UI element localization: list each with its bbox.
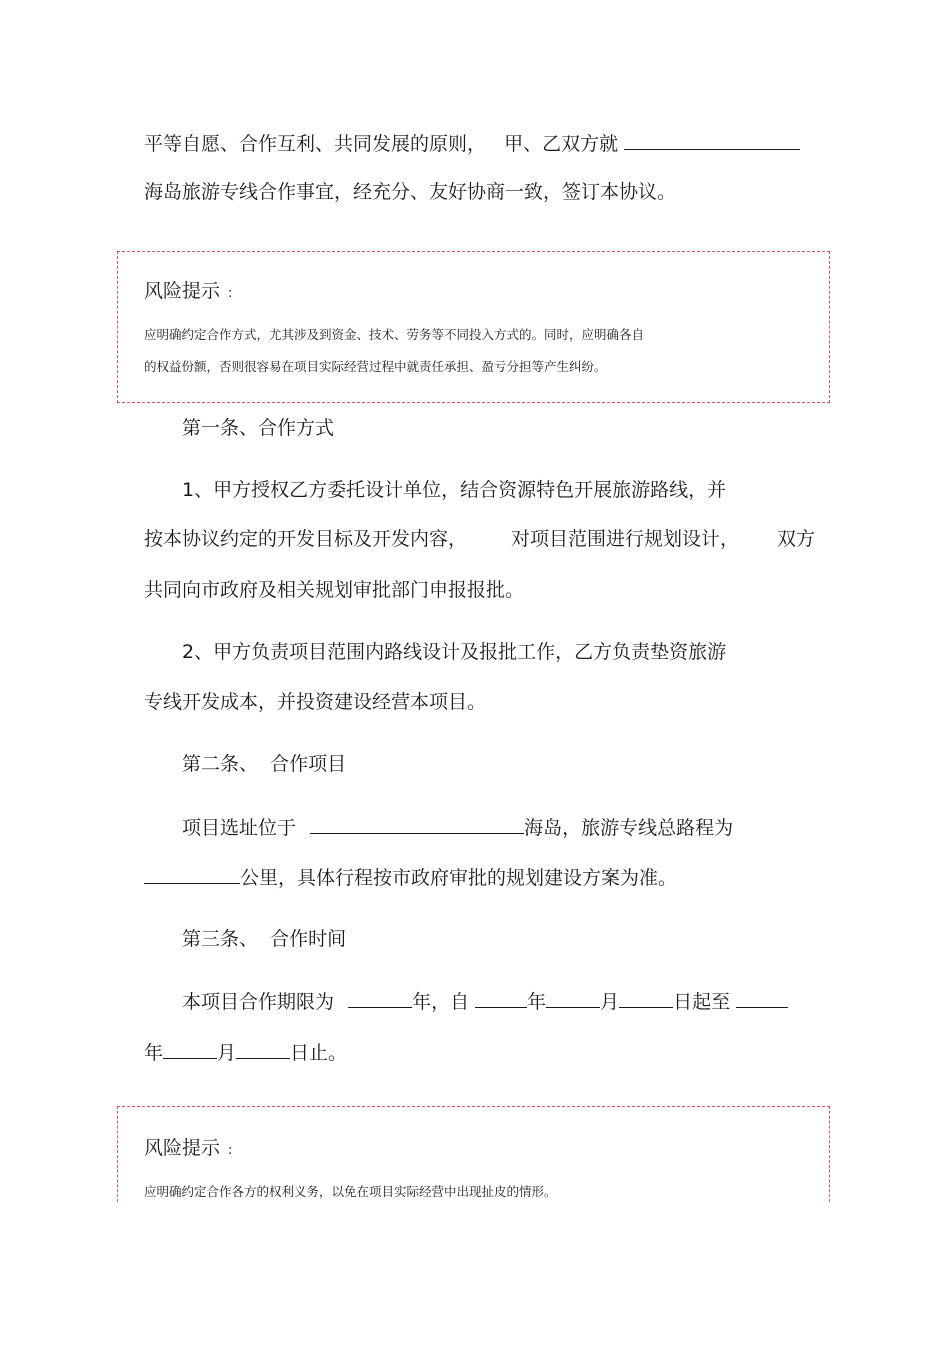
blank-end-day [236,1038,290,1059]
article-2-line-1: 项目选址位于 海岛，旅游专线总路程为 [182,813,733,841]
risk-notice-box [117,251,830,403]
article-1-heading: 第一条、合作方式 [182,417,335,439]
blank-term-years [348,987,412,1008]
risk-notice-title: 风险提示 : [144,280,233,302]
blank-start-month [546,987,600,1008]
article-3-line-2: 年 月 日止。 [144,1038,347,1066]
article-1-item-1-line-1: 1、甲方授权乙方委托设计单位，结合资源特色开展旅游路线，并 [182,479,727,501]
article-1-item-2-line-2: 专线开发成本，并投资建设经营本项目。 [144,691,487,713]
article-3-heading: 第三条、 合作时间 [182,928,347,950]
article-3-line-1: 本项目合作期限为 年，自 年 月 日起至 [182,987,788,1015]
risk-notice-text-3: 应明确约定合作各方的权利义务，以免在项目实际经营中出现扯皮的情形。 [144,1184,557,1199]
blank-end-month [163,1038,217,1059]
article-1-item-2-line-1: 2、甲方负责项目范围内路线设计及报批工作，乙方负责垫资旅游 [182,641,727,663]
article-2-heading: 第二条、 合作项目 [182,753,347,775]
risk-notice-text-2: 的权益份额，否则很容易在项目实际经营过程中就责任承担、盈亏分担等产生纠纷。 [144,359,607,374]
intro-line-1: 平等自愿、合作互利、共同发展的原则， 甲、乙双方就 [144,129,800,157]
blank-route-length [144,863,240,884]
blank-project-name [624,129,800,150]
blank-site-location [310,813,524,834]
article-1-item-1-line-2: 按本协议约定的开发目标及开发内容， 对项目范围进行规划设计， 双方 [144,528,816,550]
article-2-line-2: 公里，具体行程按市政府审批的规划建设方案为准。 [144,863,677,891]
risk-notice-title-2: 风险提示 : [144,1137,233,1159]
blank-start-year [475,987,527,1008]
blank-start-day [619,987,673,1008]
intro-line-2: 海岛旅游专线合作事宜，经充分、友好协商一致，签订本协议。 [144,181,677,203]
blank-end-year [736,987,788,1008]
risk-notice-box-2 [117,1106,830,1202]
risk-notice-text-1: 应明确约定合作方式，尤其涉及到资金、技术、劳务等不同投入方式的。同时，应明确各自 [144,327,645,342]
article-1-item-1-line-3: 共同向市政府及相关规划审批部门申报报批。 [144,579,525,601]
